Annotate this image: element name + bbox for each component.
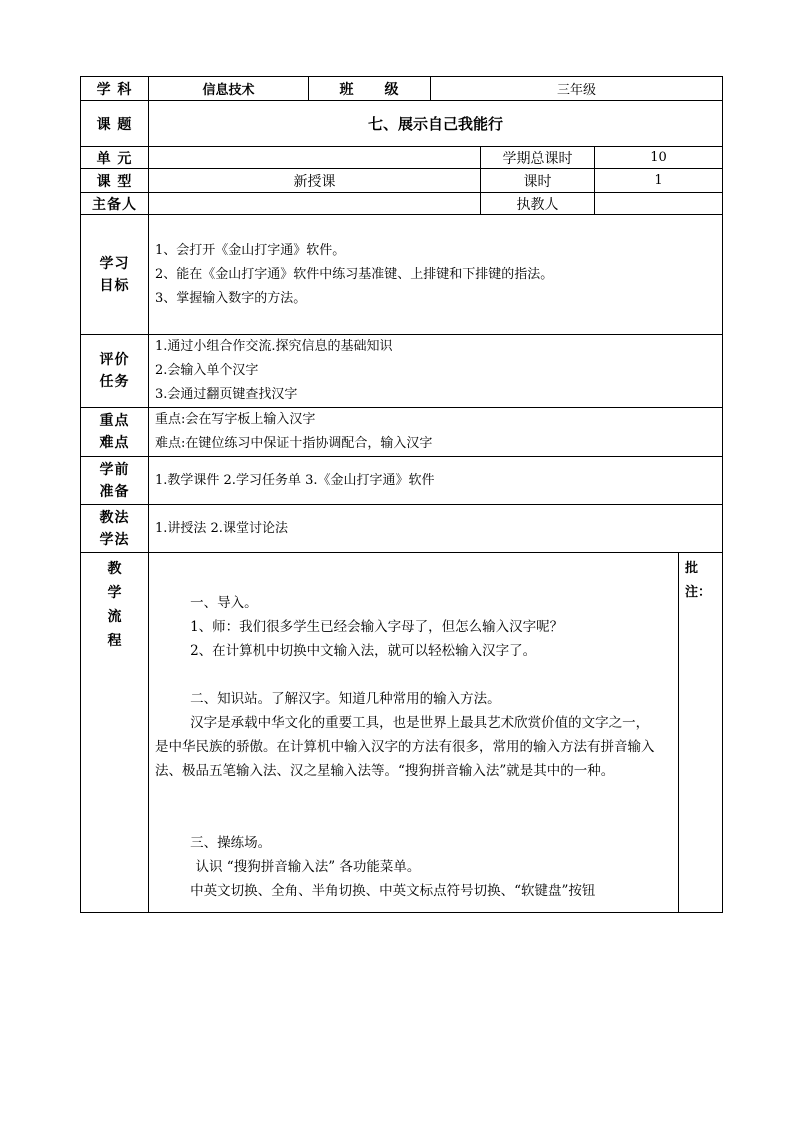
key-points-row (81, 408, 723, 457)
hours-value: 1 (595, 169, 723, 193)
term-hours-value: 10 (595, 147, 723, 169)
notes-label-line1: 批 (685, 561, 699, 576)
methods-label (81, 505, 149, 553)
topic-value: 七、展示自己我能行 (149, 101, 723, 147)
preparer-label: 主备人 (81, 193, 149, 215)
key-points-label (81, 408, 149, 457)
evaluation-item: 2.会输入单个汉字 (155, 363, 259, 378)
evaluation-label (81, 335, 149, 408)
preparation-label (81, 457, 149, 505)
process-label-char: 流 (107, 609, 122, 625)
teacher-label: 执教人 (481, 193, 595, 215)
topic-label: 课 题 (81, 101, 149, 147)
type-label: 课 型 (81, 169, 149, 193)
term-hours-label: 学期总课时 (481, 147, 595, 169)
methods-label-line2: 学法 (99, 531, 130, 548)
section1-title: 一、导入。 (190, 595, 258, 611)
lesson-plan-table (80, 76, 723, 913)
goals-label-line2: 目标 (99, 277, 130, 294)
section3-line2: 中英文切换、全角、半角切换、中英文标点符号切换、“软键盘”按钮 (190, 883, 596, 899)
notes-label-line2: 注： (685, 585, 712, 600)
methods-content: 1.讲授法 2.课堂讨论法 (149, 505, 723, 553)
preparation-content: 1.教学课件 2.学习任务单 3.《金山打字通》软件 (149, 457, 723, 505)
unit-value (149, 147, 481, 169)
key-points-content (149, 408, 723, 457)
key-points-label-line1: 重点 (99, 413, 130, 429)
evaluation-item: 1.通过小组合作交流.探究信息的基础知识 (155, 339, 393, 354)
hours-label: 课时 (481, 169, 595, 193)
topic-row (81, 101, 723, 147)
section2-para2: 是中华民族的骄傲。在计算机中输入汉字的方法有很多，常用的输入方法有拼音输入 (155, 739, 655, 755)
methods-label-line1: 教法 (99, 509, 130, 526)
preparer-value (149, 193, 481, 215)
methods-row (81, 505, 723, 553)
process-content (149, 553, 679, 913)
spacer (155, 663, 674, 687)
goals-row (81, 215, 723, 335)
preparation-row (81, 457, 723, 505)
lesson-plan-sheet (80, 76, 722, 913)
process-label-char: 程 (107, 633, 122, 649)
goal-item: 1、会打开《金山打字通》软件。 (155, 242, 346, 258)
section1-line2: 2、在计算机中切换中文输入法，就可以轻松输入汉字了。 (190, 643, 537, 659)
evaluation-item: 3.会通过翻页键查找汉字 (155, 387, 298, 402)
subject-label: 学 科 (81, 77, 149, 101)
class-value: 三年级 (431, 77, 723, 101)
class-label: 班 级 (309, 77, 431, 101)
spacer (155, 783, 674, 831)
preparation-label-line1: 学前 (99, 461, 130, 478)
key-point-item: 重点:会在写字板上输入汉字 (155, 412, 316, 427)
section2-para1: 汉字是承载中华文化的重要工具，也是世界上最具艺术欣赏价值的文字之一， (190, 715, 650, 731)
section2-title: 二、知识站。了解汉字。知道几种常用的输入方法。 (190, 691, 501, 707)
goals-content (149, 215, 723, 335)
goals-label-line1: 学习 (99, 255, 130, 272)
subject-row (81, 77, 723, 101)
unit-row (81, 147, 723, 169)
type-row (81, 169, 723, 193)
process-row (81, 553, 723, 913)
section3-line1: 认识 “搜狗拼音输入法” 各功能菜单。 (195, 859, 421, 875)
notes-cell (679, 553, 723, 913)
process-label-char: 教 (107, 561, 122, 577)
subject-value: 信息技术 (149, 77, 309, 101)
process-label-char: 学 (107, 585, 122, 601)
key-point-item: 难点:在键位练习中保证十指协调配合，输入汉字 (155, 436, 433, 451)
evaluation-content (149, 335, 723, 408)
key-points-label-line2: 难点 (99, 435, 130, 451)
section2-para3: 法、极品五笔输入法、汉之星输入法等。“搜狗拼音输入法”就是其中的一种。 (155, 763, 615, 779)
unit-label: 单 元 (81, 147, 149, 169)
goal-item: 2、能在《金山打字通》软件中练习基准键、上排键和下排键的指法。 (155, 266, 554, 282)
preparer-row (81, 193, 723, 215)
type-value: 新授课 (149, 169, 481, 193)
teacher-value (595, 193, 723, 215)
section3-title: 三、操练场。 (190, 835, 272, 851)
evaluation-label-line2: 任务 (99, 374, 130, 390)
evaluation-label-line1: 评价 (99, 352, 130, 368)
evaluation-row (81, 335, 723, 408)
preparation-label-line2: 准备 (99, 483, 130, 500)
section1-line1: 1、师：我们很多学生已经会输入字母了，但怎么输入汉字呢？ (190, 619, 564, 635)
goal-item: 3、掌握输入数字的方法。 (155, 290, 307, 306)
process-label (81, 553, 149, 913)
goals-label (81, 215, 149, 335)
